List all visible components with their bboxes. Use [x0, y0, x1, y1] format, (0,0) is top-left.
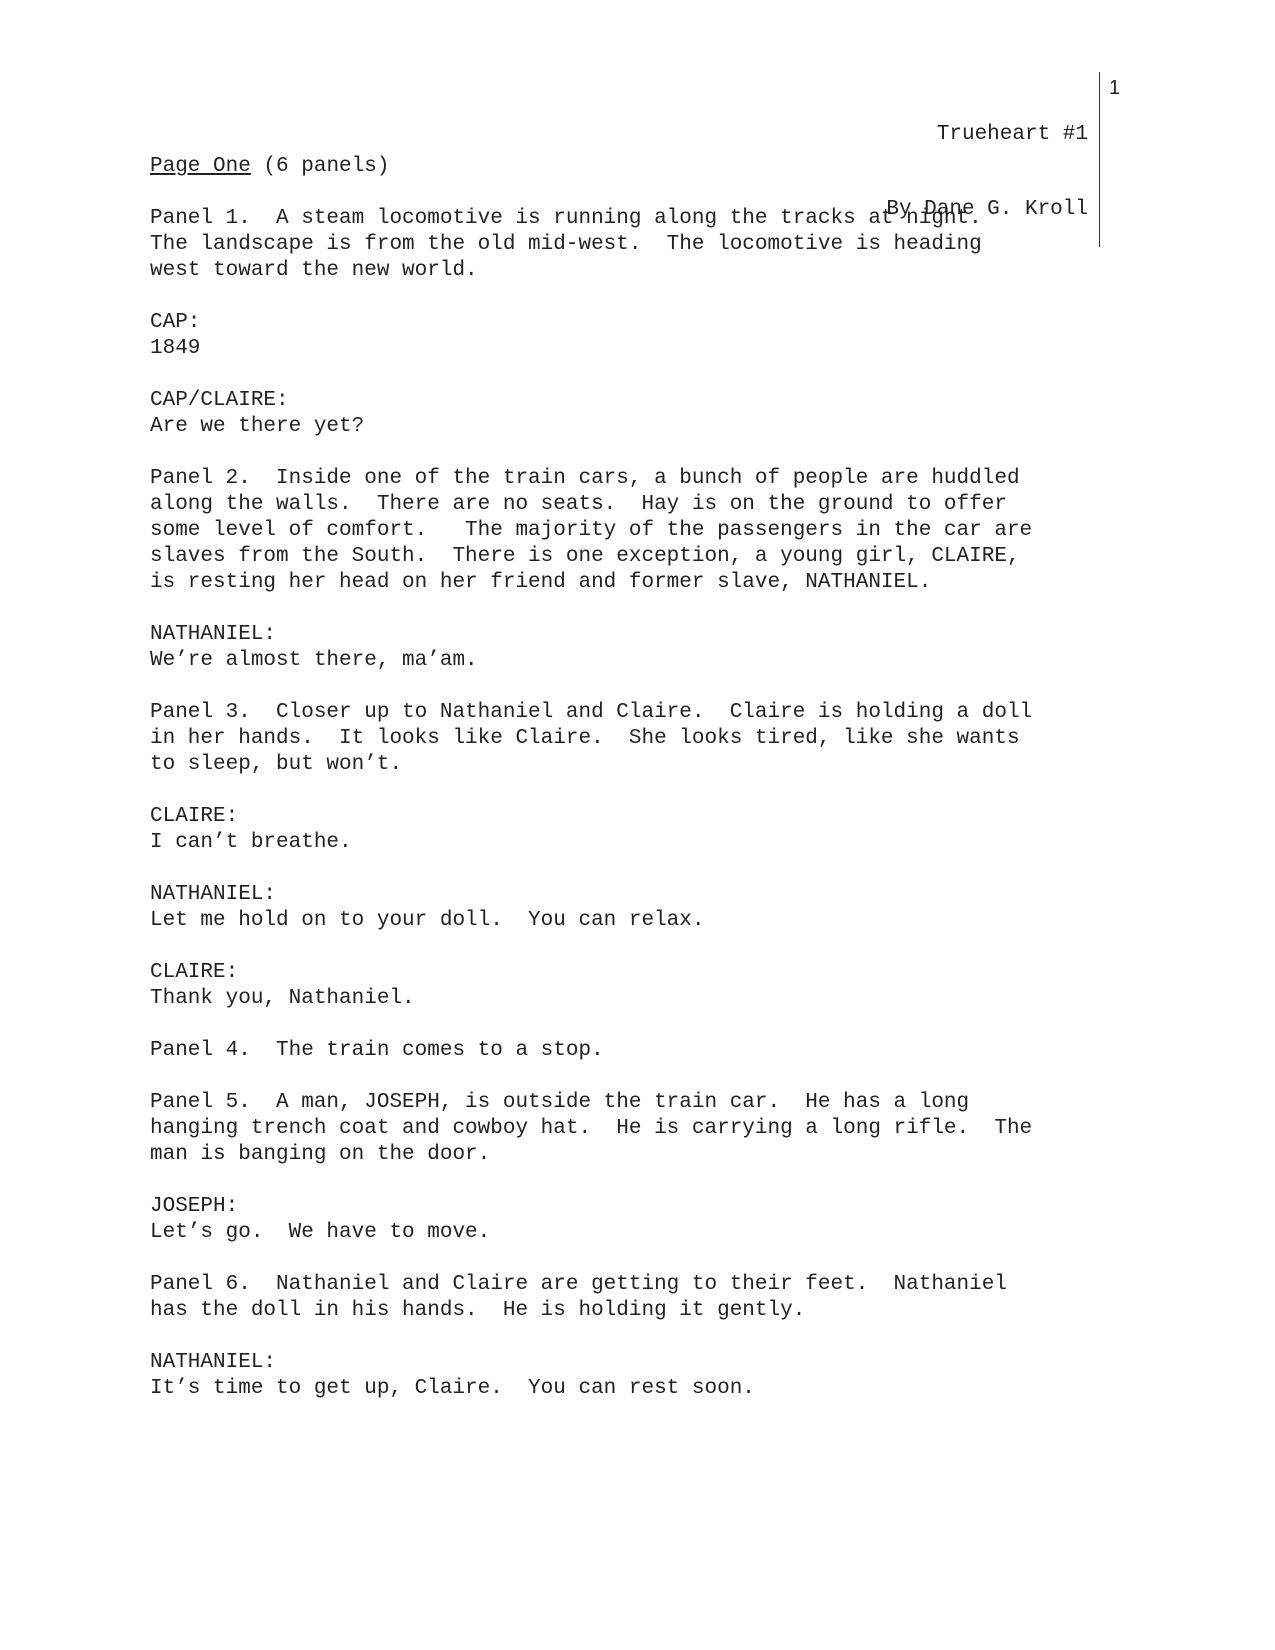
- action-block: Panel 2. Inside one of the train cars, a bunch of people are huddled along the walls. There are no seats. Hay is on the ground to offer some level of comfort. The majority of the passengers in the car are slaves from the South. There is one exception, a young girl, CLAIRE, is resting her head on her friend and former slave, NATHANIEL.: [150, 467, 1033, 594]
- dialogue-block: [150, 388, 1150, 440]
- dialogue-line: Let me hold on to your doll. You can relax.: [150, 909, 705, 932]
- speaker-name: CAP/CLAIRE:: [150, 389, 289, 412]
- dialogue-line: Are we there yet?: [150, 415, 365, 438]
- action-block: Panel 4. The train comes to a stop.: [150, 1039, 604, 1062]
- dialogue-block: [150, 882, 1150, 934]
- script-byline: By Dane G. Kroll: [886, 198, 1088, 221]
- speaker-name: CLAIRE:: [150, 805, 239, 828]
- action-block: Panel 5. A man, JOSEPH, is outside the train car. He has a long hanging trench coat and cowboy hat. He is carrying a long rifle. The man is banging on the door.: [150, 1091, 1033, 1166]
- speaker-name: NATHANIEL:: [150, 883, 277, 906]
- dialogue-block: [150, 1350, 1150, 1402]
- speaker-name: CAP:: [150, 311, 201, 334]
- speaker-name: NATHANIEL:: [150, 1351, 277, 1374]
- dialogue-line: Thank you, Nathaniel.: [150, 987, 415, 1010]
- speaker-name: JOSEPH:: [150, 1195, 239, 1218]
- action-block: Panel 1. A steam locomotive is running along the tracks at night. The landscape is from the old mid-west. The locomotive is heading west toward the new world.: [150, 207, 982, 282]
- page-number: 1: [1109, 77, 1121, 99]
- dialogue-block: [150, 960, 1150, 1012]
- page-heading: [150, 154, 1150, 180]
- dialogue-line: I can’t breathe.: [150, 831, 352, 854]
- dialogue-block: [150, 1194, 1150, 1246]
- script-title: Trueheart #1: [936, 123, 1088, 146]
- page-heading-label: Page One: [150, 155, 251, 178]
- script-body: [150, 154, 1150, 1428]
- dialogue-line: 1849: [150, 337, 201, 360]
- dialogue-block: [150, 622, 1150, 674]
- dialogue-block: [150, 310, 1150, 362]
- dialogue-line: Let’s go. We have to move.: [150, 1221, 491, 1244]
- speaker-name: NATHANIEL:: [150, 623, 277, 646]
- speaker-name: CLAIRE:: [150, 961, 239, 984]
- dialogue-line: It’s time to get up, Claire. You can rest soon.: [150, 1377, 755, 1400]
- action-block: Panel 6. Nathaniel and Claire are getting to their feet. Nathaniel has the doll in his hands. He is holding it gently.: [150, 1273, 1007, 1322]
- panel-count: (6 panels): [250, 155, 390, 178]
- dialogue-block: [150, 804, 1150, 856]
- dialogue-line: We’re almost there, ma’am.: [150, 649, 478, 672]
- action-block: Panel 3. Closer up to Nathaniel and Claire. Claire is holding a doll in her hands. It looks like Claire. She looks tired, like she wants to sleep, but won’t.: [150, 701, 1033, 776]
